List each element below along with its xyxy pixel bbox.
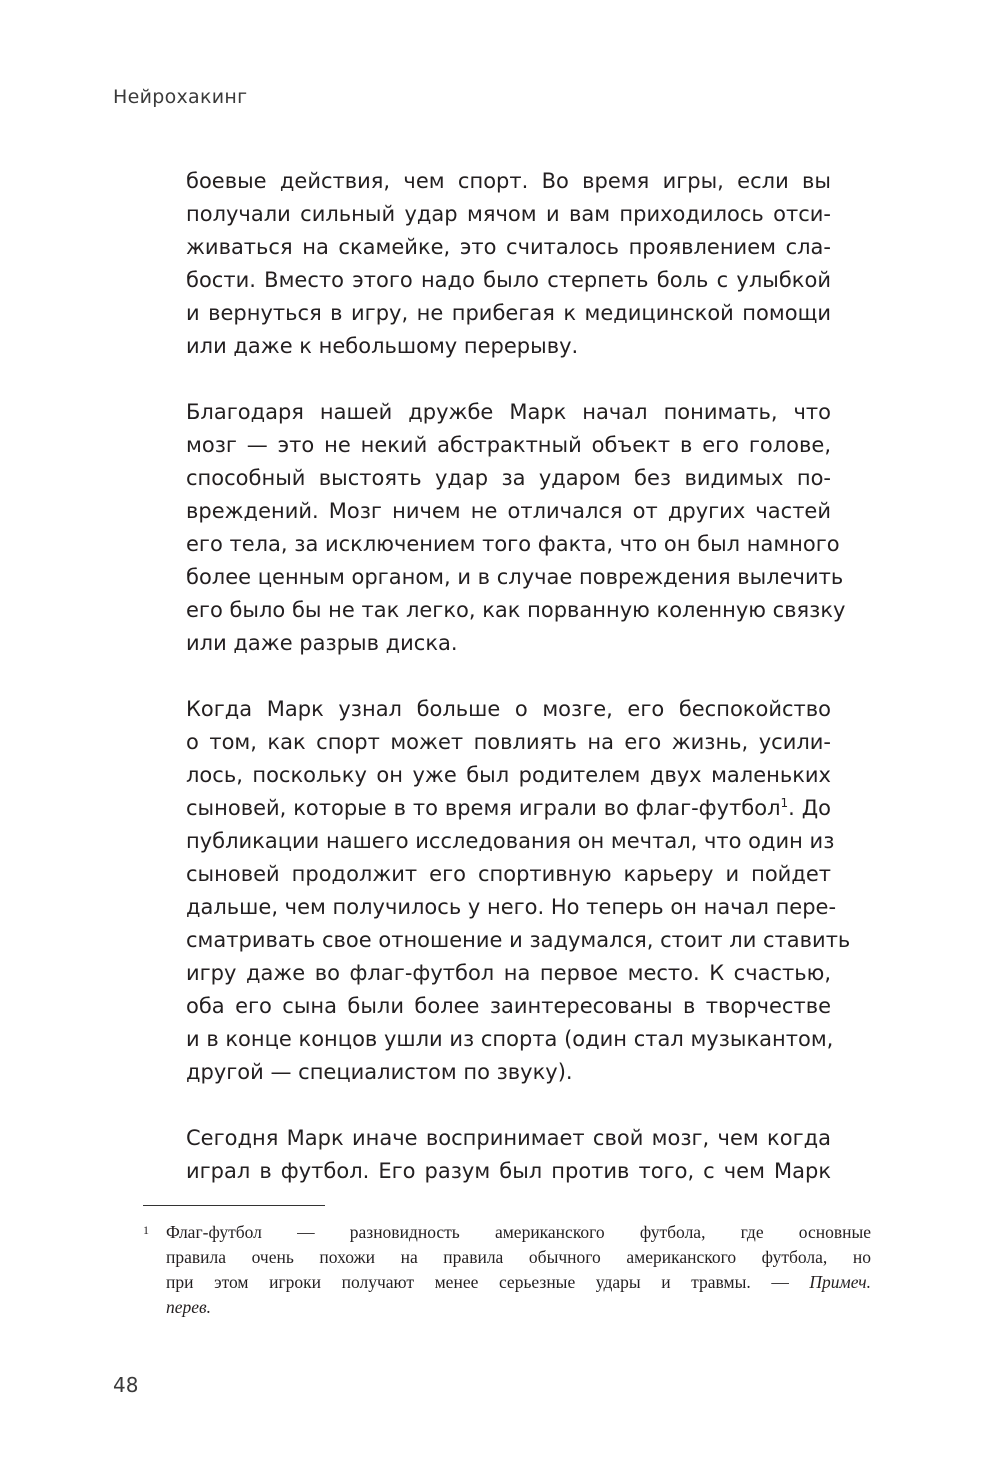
text-line: и вернуться в игру, не прибегая к медицинской помощи (186, 301, 831, 325)
text-line: его было бы не так легко, как порванную коленную связку (186, 598, 846, 622)
footnote-line: правила очень похожи на правила обычного американского футбола, но (166, 1247, 871, 1267)
text-segment: сыновей, которые в то время играли во флаг-футбол (186, 796, 781, 820)
running-head: Нейрохакинг (113, 86, 248, 108)
text-line: и в конце концов ушли из спорта (один стал музыкантом, (186, 1027, 834, 1051)
text-line: Сегодня Марк иначе воспринимает свой мозг, чем когда (186, 1126, 831, 1150)
paragraph-3 (186, 693, 851, 1089)
text-line: дальше, чем получилось у него. Но теперь он начал пере- (186, 895, 837, 919)
body-text (186, 165, 851, 1221)
footnote-line: Флаг-футбол — разновидность американского футбола, где основные (166, 1222, 871, 1242)
text-line: другой — специалистом по звуку). (186, 1060, 573, 1084)
text-line: лось, поскольку он уже был родителем двух маленьких (186, 763, 831, 787)
footnote-divider (143, 1205, 325, 1206)
text-line: вреждений. Мозг ничем не отличался от других частей (186, 499, 831, 523)
footnote-text: при этом игроки получают менее серьезные удары и травмы. — (166, 1272, 789, 1292)
text-line: оба его сына были более заинтересованы в творчестве (186, 994, 831, 1018)
text-line-with-footnote (186, 792, 831, 825)
text-line: или даже разрыв диска. (186, 631, 458, 655)
text-line: Когда Марк узнал больше о мозге, его беспокойство (186, 697, 831, 721)
text-line: мозг — это не некий абстрактный объект в его голове, (186, 433, 831, 457)
text-line: сыновей продолжит его спортивную карьеру и пойдет (186, 862, 831, 886)
text-segment: . До (788, 796, 832, 820)
text-line: Благодаря нашей дружбе Марк начал понимать, что (186, 400, 831, 424)
text-line: о том, как спорт может повлиять на его жизнь, усили- (186, 730, 831, 754)
footnote-reference[interactable]: 1 (780, 796, 789, 810)
text-line: сматривать свое отношение и задумался, стоит ли ставить (186, 928, 851, 952)
text-line: получали сильный удар мячом и вам приходилось отси- (186, 202, 831, 226)
text-line: игру даже во флаг-футбол на первое место. К счастью, (186, 961, 831, 985)
text-line: живаться на скамейке, это считалось проявлением сла- (186, 235, 831, 259)
text-line: способный выстоять удар за ударом без видимых по- (186, 466, 831, 490)
text-line: его тела, за исключением того факта, что он был намного (186, 532, 840, 556)
text-line: более ценным органом, и в случае повреждения вылечить (186, 565, 844, 589)
footnote-number: 1 (143, 1223, 149, 1237)
translator-note: Примеч. (809, 1272, 871, 1292)
paragraph-4 (186, 1122, 831, 1188)
text-line: публикации нашего исследования он мечтал, что один из (186, 829, 835, 853)
text-line: играл в футбол. Его разум был против того, с чем Марк (186, 1159, 831, 1183)
page-number: 48 (113, 1373, 139, 1397)
footnote-line (166, 1270, 871, 1295)
paragraph-1 (186, 165, 831, 363)
paragraph-2 (186, 396, 846, 660)
text-line: бости. Вместо этого надо было стерпеть боль с улыбкой (186, 268, 831, 292)
text-line: или даже к небольшому перерыву. (186, 334, 579, 358)
footnote (143, 1220, 871, 1320)
text-line: боевые действия, чем спорт. Во время игры, если вы (186, 169, 831, 193)
footnote-line: перев. (166, 1297, 212, 1317)
